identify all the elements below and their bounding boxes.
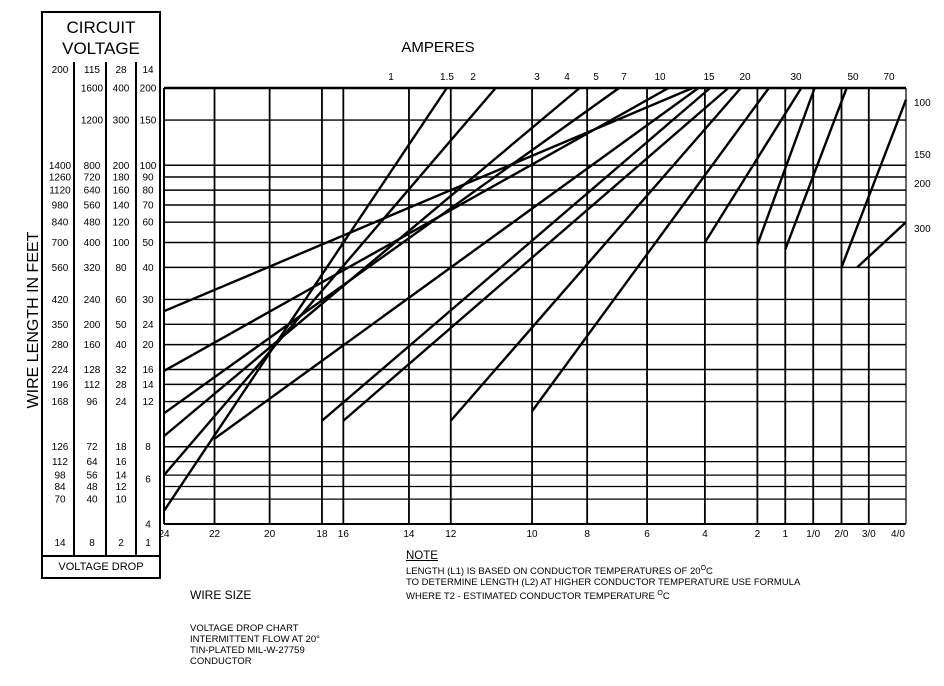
voltage-drop-label: VOLTAGE DROP — [58, 561, 144, 573]
ampere-line — [532, 88, 769, 411]
ampere-line — [785, 88, 846, 249]
length-value: 50 — [115, 319, 127, 331]
length-value: 30 — [142, 294, 154, 306]
wire-size-tick-label: 12 — [445, 529, 457, 540]
length-value: 20 — [142, 340, 154, 352]
length-value: 60 — [142, 217, 154, 229]
length-value: 400 — [112, 83, 130, 95]
length-value: 4 — [145, 519, 151, 531]
voltage-column-header: 200 — [51, 65, 69, 76]
length-value: 980 — [51, 200, 69, 212]
length-value: 160 — [83, 340, 101, 352]
length-value: 400 — [83, 238, 101, 250]
wire-size-label: WIRE SIZE — [190, 588, 252, 602]
wire-size-tick-label: 2/0 — [834, 529, 849, 540]
right-scale-label: 200 — [914, 179, 931, 190]
length-value: 840 — [51, 217, 69, 229]
length-value: 50 — [142, 238, 154, 250]
length-value: 98 — [54, 470, 66, 482]
wire-size-tick-label: 16 — [337, 529, 349, 540]
wire-size-tick-label: 18 — [316, 529, 328, 540]
length-value: 40 — [115, 340, 127, 352]
right-scale-label: 100 — [914, 98, 931, 109]
length-value: 560 — [51, 262, 69, 274]
ampere-line — [857, 222, 906, 267]
length-value: 80 — [142, 185, 154, 197]
length-value: 420 — [51, 294, 69, 306]
length-value: 160 — [112, 185, 130, 197]
ampere-tick-label: 50 — [847, 72, 859, 83]
length-value: 16 — [142, 364, 154, 376]
chart-description-line: VOLTAGE DROP CHART — [190, 623, 299, 634]
wire-size-tick-label: 4/0 — [891, 529, 905, 540]
ampere-tick-label: 1.5 — [440, 72, 454, 83]
ampere-tick-label: 7 — [621, 72, 627, 83]
wire-size-tick-label: 10 — [526, 529, 538, 540]
length-value: 16 — [115, 457, 127, 469]
length-value: 120 — [112, 217, 130, 229]
length-value: 24 — [142, 319, 154, 331]
chart-description-line: TIN-PLATED MIL-W-27759 — [190, 645, 305, 656]
voltage-drop-value: 14 — [54, 538, 66, 549]
chart-description — [190, 623, 320, 667]
length-value: 70 — [142, 200, 154, 212]
length-value: 200 — [139, 83, 157, 95]
ampere-tick-label: 2 — [470, 72, 476, 83]
ampere-tick-label: 3 — [534, 72, 540, 83]
length-value: 32 — [115, 364, 127, 376]
length-value: 196 — [51, 379, 69, 391]
length-value: 112 — [84, 379, 100, 391]
right-scale-label: 150 — [914, 150, 931, 161]
length-value: 12 — [142, 397, 154, 409]
length-value: 100 — [112, 238, 130, 250]
length-value: 10 — [115, 494, 127, 506]
wire-size-tick-label: 1 — [782, 529, 789, 540]
length-value: 56 — [86, 470, 98, 482]
length-value: 8 — [145, 442, 151, 454]
length-value: 14 — [115, 470, 127, 482]
wire-size-tick-label: 3/0 — [861, 529, 876, 540]
circuit-voltage-title: VOLTAGE — [62, 39, 140, 58]
wire-size-tick-label: 14 — [403, 529, 415, 540]
length-value: 640 — [83, 185, 101, 197]
wire-size-tick-label: 4 — [702, 529, 708, 540]
ampere-tick-label: 15 — [703, 72, 715, 83]
ampere-tick-label: 10 — [654, 72, 666, 83]
wire-size-tick-label: 2 — [754, 529, 761, 540]
length-value: 720 — [83, 172, 101, 184]
wire-size-tick-label: 1/0 — [806, 529, 821, 540]
length-value: 40 — [142, 262, 154, 274]
voltage-drop-value: 1 — [145, 538, 151, 549]
length-value: 14 — [142, 379, 154, 391]
voltage-column-header: 28 — [115, 65, 127, 76]
length-value: 84 — [54, 481, 66, 493]
length-value: 48 — [86, 481, 98, 493]
length-value: 24 — [115, 397, 127, 409]
length-value: 96 — [86, 397, 98, 409]
length-value: 280 — [51, 340, 69, 352]
length-value: 72 — [86, 442, 98, 454]
note-line-2: TO DETERMINE LENGTH (L2) AT HIGHER CONDUCTOR TEMPERATURE USE FORMULA — [406, 577, 801, 589]
length-value: 12 — [115, 481, 127, 493]
length-value: 300 — [112, 115, 130, 127]
wire-size-tick-label: 24 — [158, 529, 170, 540]
length-value: 100 — [139, 160, 157, 172]
ampere-tick-label: 70 — [883, 72, 895, 83]
length-value: 40 — [86, 494, 98, 506]
length-value: 1260 — [48, 172, 72, 184]
amperes-title: AMPERES — [401, 39, 475, 56]
ampere-line — [451, 88, 741, 421]
voltage-column-header: 115 — [84, 65, 100, 76]
length-value: 6 — [145, 474, 151, 486]
ampere-tick-label: 1 — [388, 72, 394, 83]
length-value: 80 — [115, 262, 127, 274]
wire-size-tick-label: 8 — [584, 529, 590, 540]
length-value: 90 — [142, 172, 154, 184]
length-value: 168 — [51, 397, 69, 409]
ampere-tick-label: 30 — [790, 72, 802, 83]
length-value: 350 — [51, 319, 69, 331]
length-value: 1120 — [49, 185, 71, 197]
ampere-tick-label: 20 — [739, 72, 751, 83]
voltage-drop-value: 8 — [89, 538, 95, 549]
wire-size-tick-label: 20 — [264, 529, 276, 540]
length-value: 200 — [112, 160, 130, 172]
ampere-tick-label: 5 — [593, 72, 599, 83]
length-value: 200 — [83, 319, 101, 331]
ampere-line — [215, 88, 699, 439]
length-value: 800 — [83, 160, 101, 172]
length-value: 18 — [115, 442, 127, 454]
length-value: 112 — [52, 457, 68, 469]
y-axis-label: WIRE LENGTH IN FEET — [25, 231, 42, 409]
note-title: NOTE — [406, 550, 438, 562]
chart-description-line: CONDUCTOR — [190, 656, 252, 667]
length-value: 128 — [83, 364, 101, 376]
length-value: 560 — [83, 200, 101, 212]
length-value: 28 — [115, 379, 127, 391]
length-value: 1200 — [80, 115, 104, 127]
voltage-drop-value: 2 — [118, 538, 124, 549]
right-scale-label: 300 — [914, 224, 931, 235]
chart-description-line: INTERMITTENT FLOW AT 20° — [190, 634, 320, 645]
length-value: 180 — [112, 172, 130, 184]
length-value: 1400 — [48, 160, 72, 172]
ampere-line — [164, 88, 619, 413]
length-value: 480 — [83, 217, 101, 229]
length-value: 700 — [51, 238, 69, 250]
ampere-line — [164, 88, 693, 311]
length-value: 70 — [54, 494, 66, 506]
length-value: 150 — [139, 115, 157, 127]
note-line-3: WHERE T2 - ESTIMATED CONDUCTOR TEMPERATURE $^O$C — [406, 590, 670, 603]
wire-size-tick-label: 22 — [208, 529, 221, 540]
length-value: 140 — [112, 200, 130, 212]
voltage-column-header: 14 — [142, 65, 154, 76]
length-value: 224 — [51, 364, 69, 376]
note-line-1: LENGTH (L1) IS BASED ON CONDUCTOR TEMPERATURES OF $20^OC$ — [406, 565, 713, 578]
circuit-voltage-title: CIRCUIT — [66, 18, 136, 37]
length-value: 64 — [86, 457, 98, 469]
length-value: 1600 — [80, 83, 104, 95]
note-block — [406, 551, 800, 602]
ampere-tick-label: 4 — [564, 72, 570, 83]
length-value: 60 — [115, 294, 127, 306]
length-value: 320 — [83, 262, 101, 274]
ampere-line — [343, 88, 728, 421]
length-value: 240 — [83, 294, 101, 306]
length-value: 126 — [51, 442, 69, 454]
wire-size-tick-label: 6 — [644, 529, 650, 540]
